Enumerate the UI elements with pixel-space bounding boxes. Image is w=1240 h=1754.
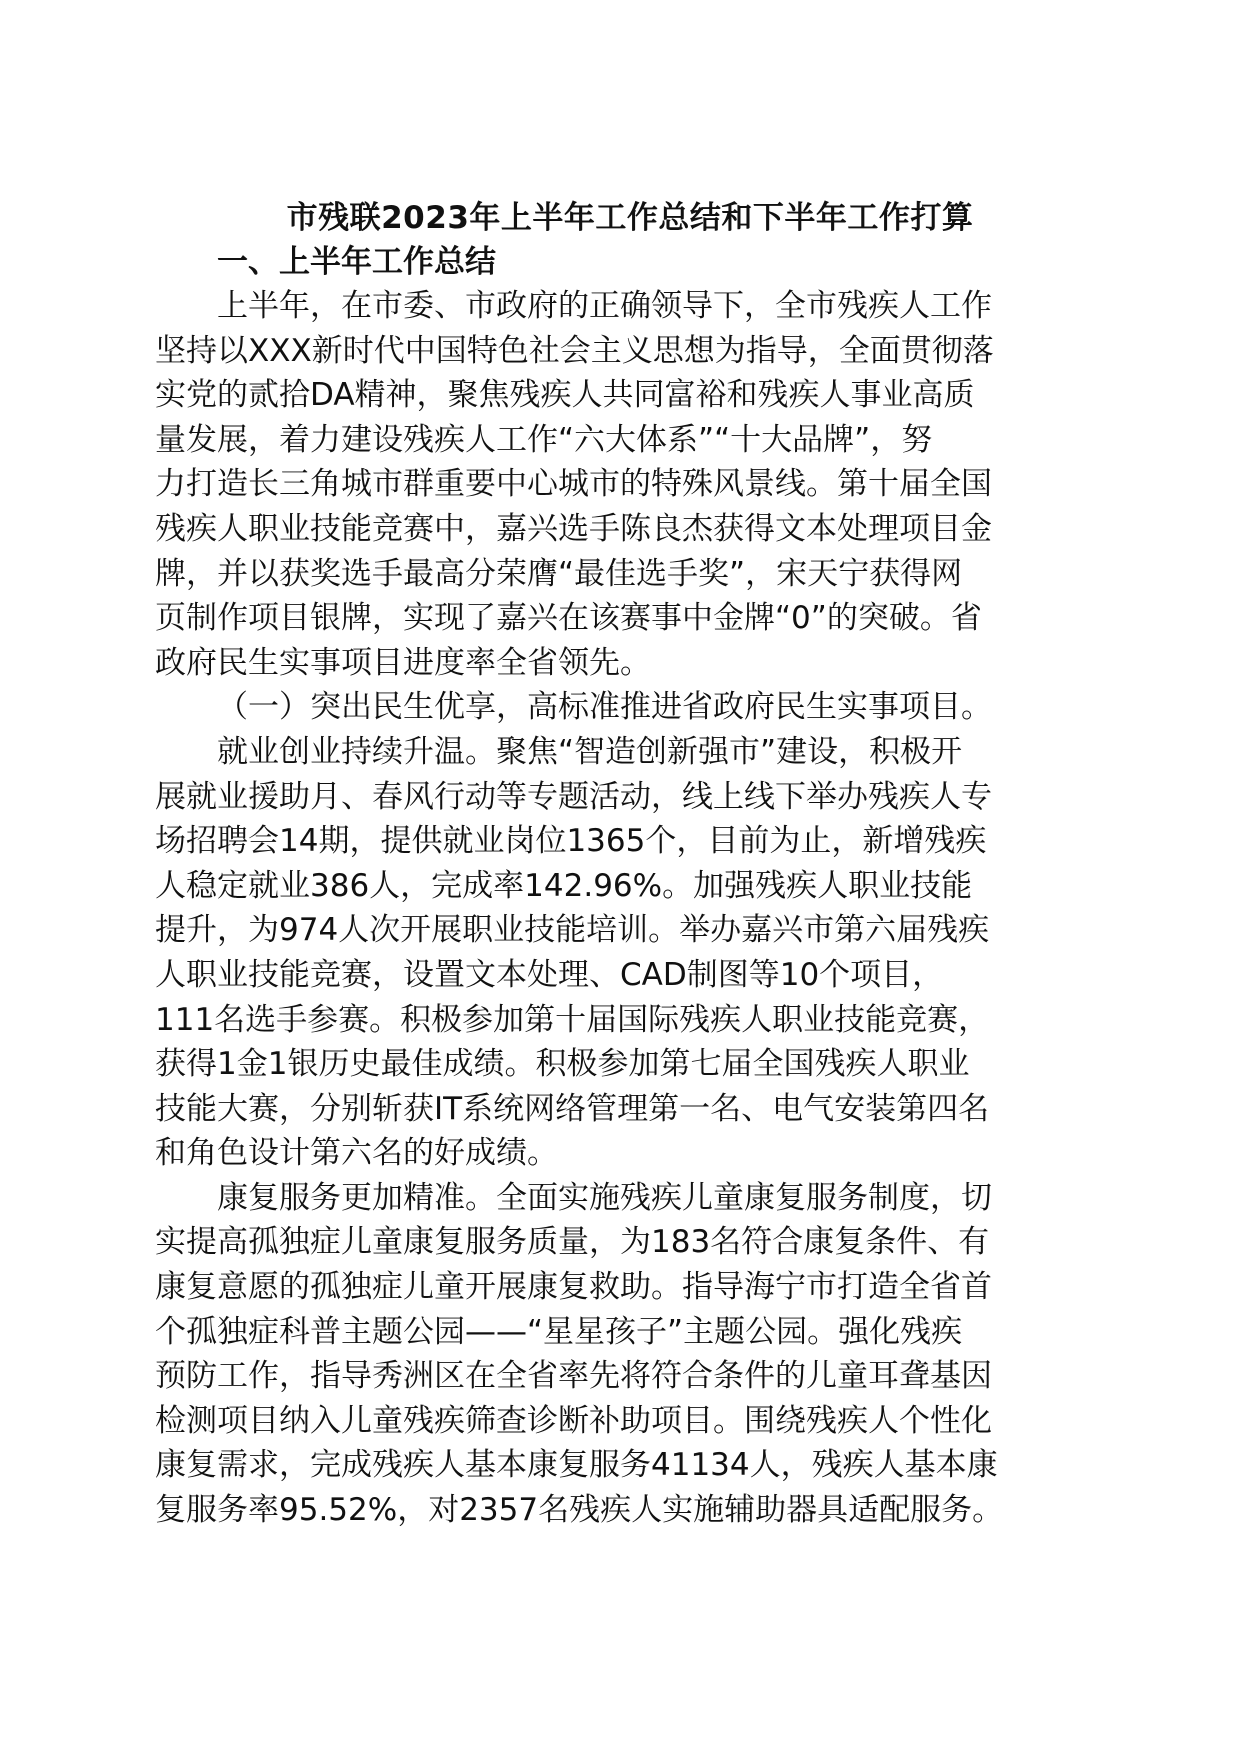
text-line: 检测项目纳入儿童残疾筛查诊断补助项目。围绕残疾人个性化 <box>155 1402 992 1439</box>
paragraph-intro <box>155 284 1085 685</box>
text-line: 提升，为974人次开展职业技能培训。举办嘉兴市第六届残疾 <box>155 912 990 949</box>
text-line: 获得1金1银历史最佳成绩。积极参加第七届全国残疾人职业 <box>155 1046 970 1083</box>
text-line: 预防工作，指导秀洲区在全省率先将符合条件的儿童耳聋基因 <box>155 1358 992 1395</box>
text-line: 人职业技能竞赛，设置文本处理、CAD制图等10个项目， <box>155 956 944 993</box>
text-line: 就业创业持续升温。聚焦“智造创新强市”建设，积极开 <box>217 733 963 770</box>
text-line: 力打造长三角城市群重要中心城市的特殊风景线。第十届全国 <box>155 466 992 503</box>
text-line: 政府民生实事项目进度率全省领先。 <box>155 644 651 681</box>
text-line: 技能大赛，分别斩获IT系统网络管理第一名、电气安装第四名 <box>155 1090 990 1127</box>
paragraph-rehabilitation <box>155 1176 1085 1533</box>
paragraph-subheading <box>155 685 1085 730</box>
text-line: 坚持以XXX新时代中国特色社会主义思想为指导，全面贯彻落 <box>155 332 994 369</box>
text-line: 场招聘会14期，提供就业岗位1365个，目前为止，新增残疾 <box>155 823 987 860</box>
text-line: 牌，并以获奖选手最高分荣膺“最佳选手奖”，宋天宁获得网 <box>155 555 963 592</box>
section-heading: 一、上半年工作总结 <box>217 244 496 280</box>
text-line: 康复意愿的孤独症儿童开展康复救助。指导海宁市打造全省首 <box>155 1269 992 1306</box>
text-line: 实党的贰拾DA精神，聚焦残疾人共同富裕和残疾人事业高质 <box>155 377 975 414</box>
text-line: 人稳定就业386人，完成率142.96%。加强残疾人职业技能 <box>155 867 973 904</box>
text-line: 页制作项目银牌，实现了嘉兴在该赛事中金牌“0”的突破。省 <box>155 600 982 637</box>
text-line: 复服务率95.52%，对2357名残疾人实施辅助器具适配服务。 <box>155 1492 1004 1529</box>
paragraph-employment <box>155 730 1085 1176</box>
text-line: 量发展，着力建设残疾人工作“六大体系”“十大品牌”，努 <box>155 421 933 458</box>
text-line: （一）突出民生优享，高标准推进省政府民生实事项目。 <box>217 689 992 726</box>
text-line: 展就业援助月、春风行动等专题活动，线上线下举办残疾人专 <box>155 778 992 815</box>
text-line: 残疾人职业技能竞赛中，嘉兴选手陈良杰获得文本处理项目金 <box>155 510 992 547</box>
text-line: 康复需求，完成残疾人基本康复服务41134人，残疾人基本康 <box>155 1447 998 1484</box>
text-line: 111名选手参赛。积极参加第十届国际残疾人职业技能竞赛， <box>155 1001 990 1038</box>
document-title: 市残联2023年上半年工作总结和下半年工作打算 <box>286 200 974 236</box>
text-line: 个孤独症科普主题公园——“星星孩子”主题公园。强化残疾 <box>155 1313 963 1350</box>
text-line: 和角色设计第六名的好成绩。 <box>155 1135 558 1172</box>
text-line: 上半年，在市委、市政府的正确领导下，全市残疾人工作 <box>217 288 992 324</box>
text-line: 实提高孤独症儿童康复服务质量，为183名符合康复条件、有 <box>155 1224 990 1261</box>
document-content <box>155 196 1085 1533</box>
text-line: 康复服务更加精准。全面实施残疾儿童康复服务制度，切 <box>217 1179 992 1216</box>
